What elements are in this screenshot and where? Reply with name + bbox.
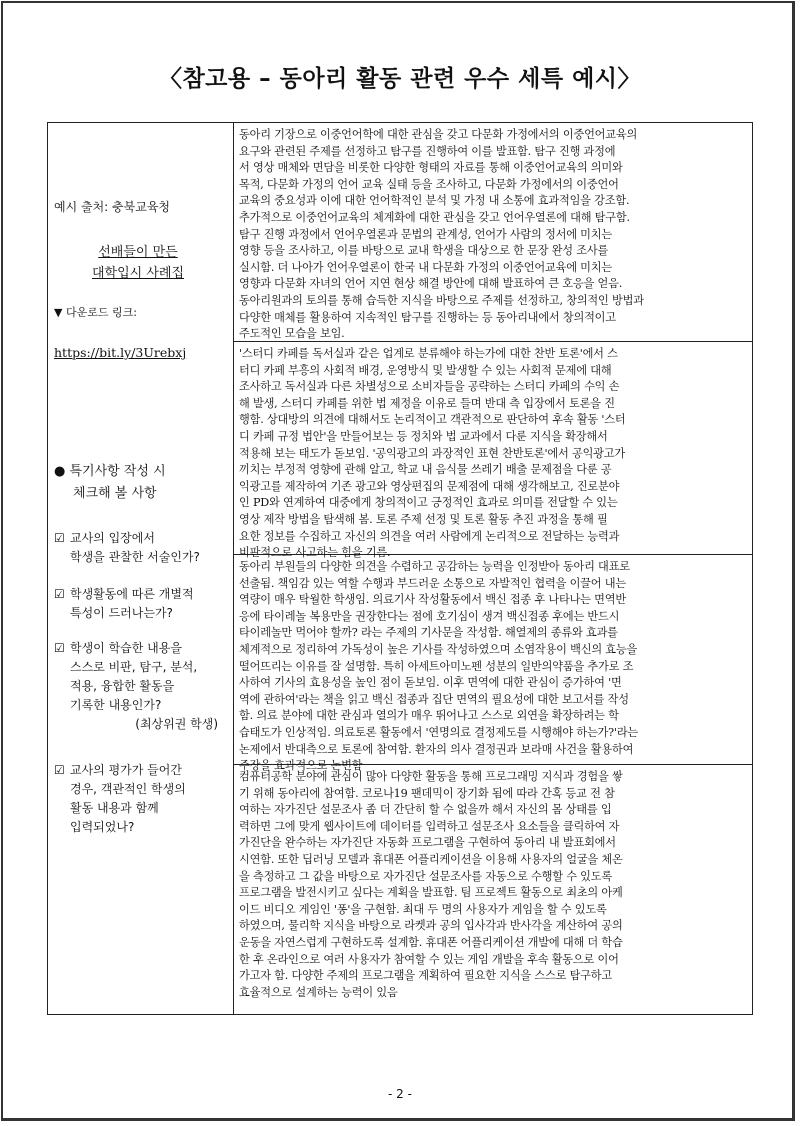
page-title: 〈참고용 – 동아리 활동 관련 우수 세특 예시〉 [158,66,642,92]
check-line1: 학생이 학습한 내용을 [70,641,182,655]
checklist-heading [54,461,166,505]
check-extra: (최상위권 학생) [135,717,218,731]
column-divider [233,123,234,1014]
checkbox-icon: ☑ [54,763,65,777]
checkbox-icon: ☑ [54,587,65,601]
casebook-line1: 선배들이 만든 [98,245,178,260]
heading-line1: 특기사항 작성 시 [69,464,166,479]
example-text-1: 동아리 기장으로 이중언어학에 대한 관심을 갖고 다문화 가정에서의 이중언어교육의 요구와 관련된 주제를 선정하고 탐구를 진행하여 이를 발표함. 탐구 진행 과정에 서 영상 매체와 면담을 비롯한 다양한 형태의 자료를 통해 이중언어교육의 의미와 목적, 다문화 가정의 언어 교육 실태 등을 조사하고, 다문화 가정에서의 이중언어 교육의 중요성과 이에 대한 언어학적인 분석 및 가정 내 소통에 효과적임을 강조함. 추가적으로 이중언어교육의 체계화에 대한 관심을 갖고 언어우열론에 대해 탐구함. 탐구 진행 과정에서 언어우열론과 문법의 관계성, 언어가 사람의 정서에 미치는 영향 등을 조사하고, 이를 바탕으로 교내 학생을 대상으로 한 문장 완성 조사를 실시함. 더 나아가 언어우열론이 한국 내 다문화 가정의 이중언어교육에 미치는 영향과 다문화 자녀의 언어 지연 현상 해결 방안에 대해 발표하여 큰 호응을 얻음. 동아리원과의 토의를 통해 습득한 지식을 바탕으로 주제를 선정하고, 창의적인 방법과 다양한 매체를 활용하여 지속적인 탐구를 진행하는 등 동아리내에서 창의적이고 주도적인 모습을 보임. [239,128,644,341]
checkbox-icon: ☑ [54,531,65,545]
check-rest: 특성이 드러나는가? [70,606,173,620]
content-table [47,122,753,1015]
checklist-item [54,529,226,567]
checklist-item [54,761,226,837]
example-text-3: 동아리 부원들의 다양한 의견을 수렴하고 공감하는 능력을 인정받아 동아리 대표로 선출됨. 책임감 있는 역할 수행과 부드러운 소통으로 자발적인 협력을 이끌어 내는 역량이 매우 탁월한 학생임. 의료기사 작성활동에서 백신 접종 후 나타나는 면역반 응에 타이레놀 복용만을 권장한다는 점에 호기심이 생겨 백신접종 후에는 반드시 타이레놀만 먹어야 할까? 라는 주제의 기사문을 작성함. 해열제의 종류와 효과를 체계적으로 정리하여 가독성이 높은 기사를 작성하였으며 소염작용이 백신의 효능을 떨어뜨리는 이유를 잘 설명함. 특히 아세트아미노펜 성분의 일반의약품을 추가로 조 사하여 기사의 효용성을 높인 점이 돋보임. 이후 면역에 대한 관심이 증가하여 '면 역에 관하여'라는 책을 읽고 백신 접종과 집단 면역의 필요성에 대한 보고서를 작성 함. 의료 분야에 대한 관심과 열의가 매우 뛰어나고 스스로 외연을 확장하려는 학 습태도가 인상적임. 의료토론 활동에서 '연명의료 결정제도를 시행해야 하는가?'라는 논제에서 반대측으로 토론에 참여함. 환자의 의사 결정권과 보라매 사건을 활용하여 주장을 효과적으로 논변함 [239,560,639,773]
check-line1: 교사의 평가가 들어간 [70,763,182,777]
page-number: - 2 - [388,1087,412,1101]
heading-line2: 체크해 볼 사항 [73,486,157,501]
bullet-icon: ● [54,464,66,479]
source-text: 예시 출처: 충북교육청 [54,200,171,214]
check-line1: 교사의 입장에서 [70,531,155,545]
check-rest: 경우, 객관적인 학생의 활동 내용과 함께 입력되었나? [70,782,186,834]
download-label: ▼ 다운로드 링크: [54,306,137,319]
download-url-link[interactable]: https://bit.ly/3Urebxj [54,345,187,360]
example-text-4: 컴퓨터공학 분야에 관심이 많아 다양한 활동을 통해 프로그래밍 지식과 경험을 쌓 기 위해 동아리에 참여함. 코로나19 팬데믹이 장기화 됨에 따라 간혹 등교 전 참 여하는 자가진단 설문조사 좀 더 간단히 할 수 없을까 해서 자신의 몸 상태를 입 력하면 그에 맞게 웹사이트에 데이터를 입력하고 설문조사 요소들을 클릭하여 자 가진단을 완수하는 자가진단 자동화 프로그램을 구현하여 동아리 내 발표회에서 시연함. 또한 딥러닝 모델과 휴대폰 어플리케이션을 이용해 사용자의 얼굴을 체온 을 측정하고 그 값을 바탕으로 자가진단 설문조사를 자동으로 수행할 수 있도록 프로그램을 발전시키고 싶다는 계획을 발표함. 팀 프로젝트 활동으로 최초의 아케 이드 비디오 게임인 '퐁'을 구현함. 최대 두 명의 사용자가 게임을 할 수 있도록 하였으며, 물리학 지식을 바탕으로 라켓과 공의 입사각과 반사각을 계산하여 공의 운동을 자연스럽게 구현하도록 설계함. 휴대폰 어플리케이션 개발에 대해 더 학습 한 후 온라인으로 여러 사용자가 참여할 수 있는 게임 개발을 후속 활동으로 이어 가고자 함. 다양한 주제의 프로그램을 계획하여 필요한 지식을 스스로 탐구하고 효율적으로 설계하는 능력이 있음 [239,770,623,999]
casebook-link[interactable] [68,242,208,284]
checklist-item [54,639,226,734]
checklist-item [54,585,226,623]
checkbox-icon: ☑ [54,641,65,655]
example-text-2: '스터디 카페를 독서실과 같은 업계로 분류해야 하는가에 대한 찬반 토론'에서 스 터디 카페 부흥의 사회적 배경, 운영방식 및 발생할 수 있는 사회적 문제에 대해 조사하고 독서실과 다른 차별성으로 소비자들을 공략하는 스터디 카페의 수익 손 해 발생, 스터디 카페를 위한 법 제정을 이유로 들며 반대 측 입장에서 토론을 진 행함. 상대방의 의견에 대해서도 논리적이고 객관적으로 판단하여 후속 활동 '스터 디 카페 규정 법안'을 만들어보는 등 정치와 법 교과에서 다룬 지식을 확장해서 적용해 보는 태도가 돋보임. '공익광고의 과장적인 표현 찬반토론'에서 공익광고가 끼치는 부정적 영향에 관해 알고, 학교 내 음식물 쓰레기 배출 문제점을 다룬 공 익광고를 제작하여 기존 광고와 영상편집의 문제점에 대해 생각해보고, 진로분야 인 PD와 연계하여 대중에게 창의적이고 긍정적인 효과로 의미를 전달할 수 있는 영상 제작 방법을 탐색해 봄. 토론 주제 선정 및 토론 활동 추진 과정을 통해 필 요한 정보를 수집하고 자신의 의견을 여러 사람에게 논리적으로 전달하는 능력과 비판적으로 사고하는 힘을 기름. [239,347,626,560]
check-rest: 학생을 관찰한 서술인가? [70,550,200,564]
check-rest: 스스로 비판, 탐구, 분석, 적용, 융합한 활동을 기록한 내용인가? [70,660,198,712]
casebook-line2: 대학입시 사례집 [91,266,185,281]
check-line1: 학생활동에 따른 개별적 [70,587,194,601]
